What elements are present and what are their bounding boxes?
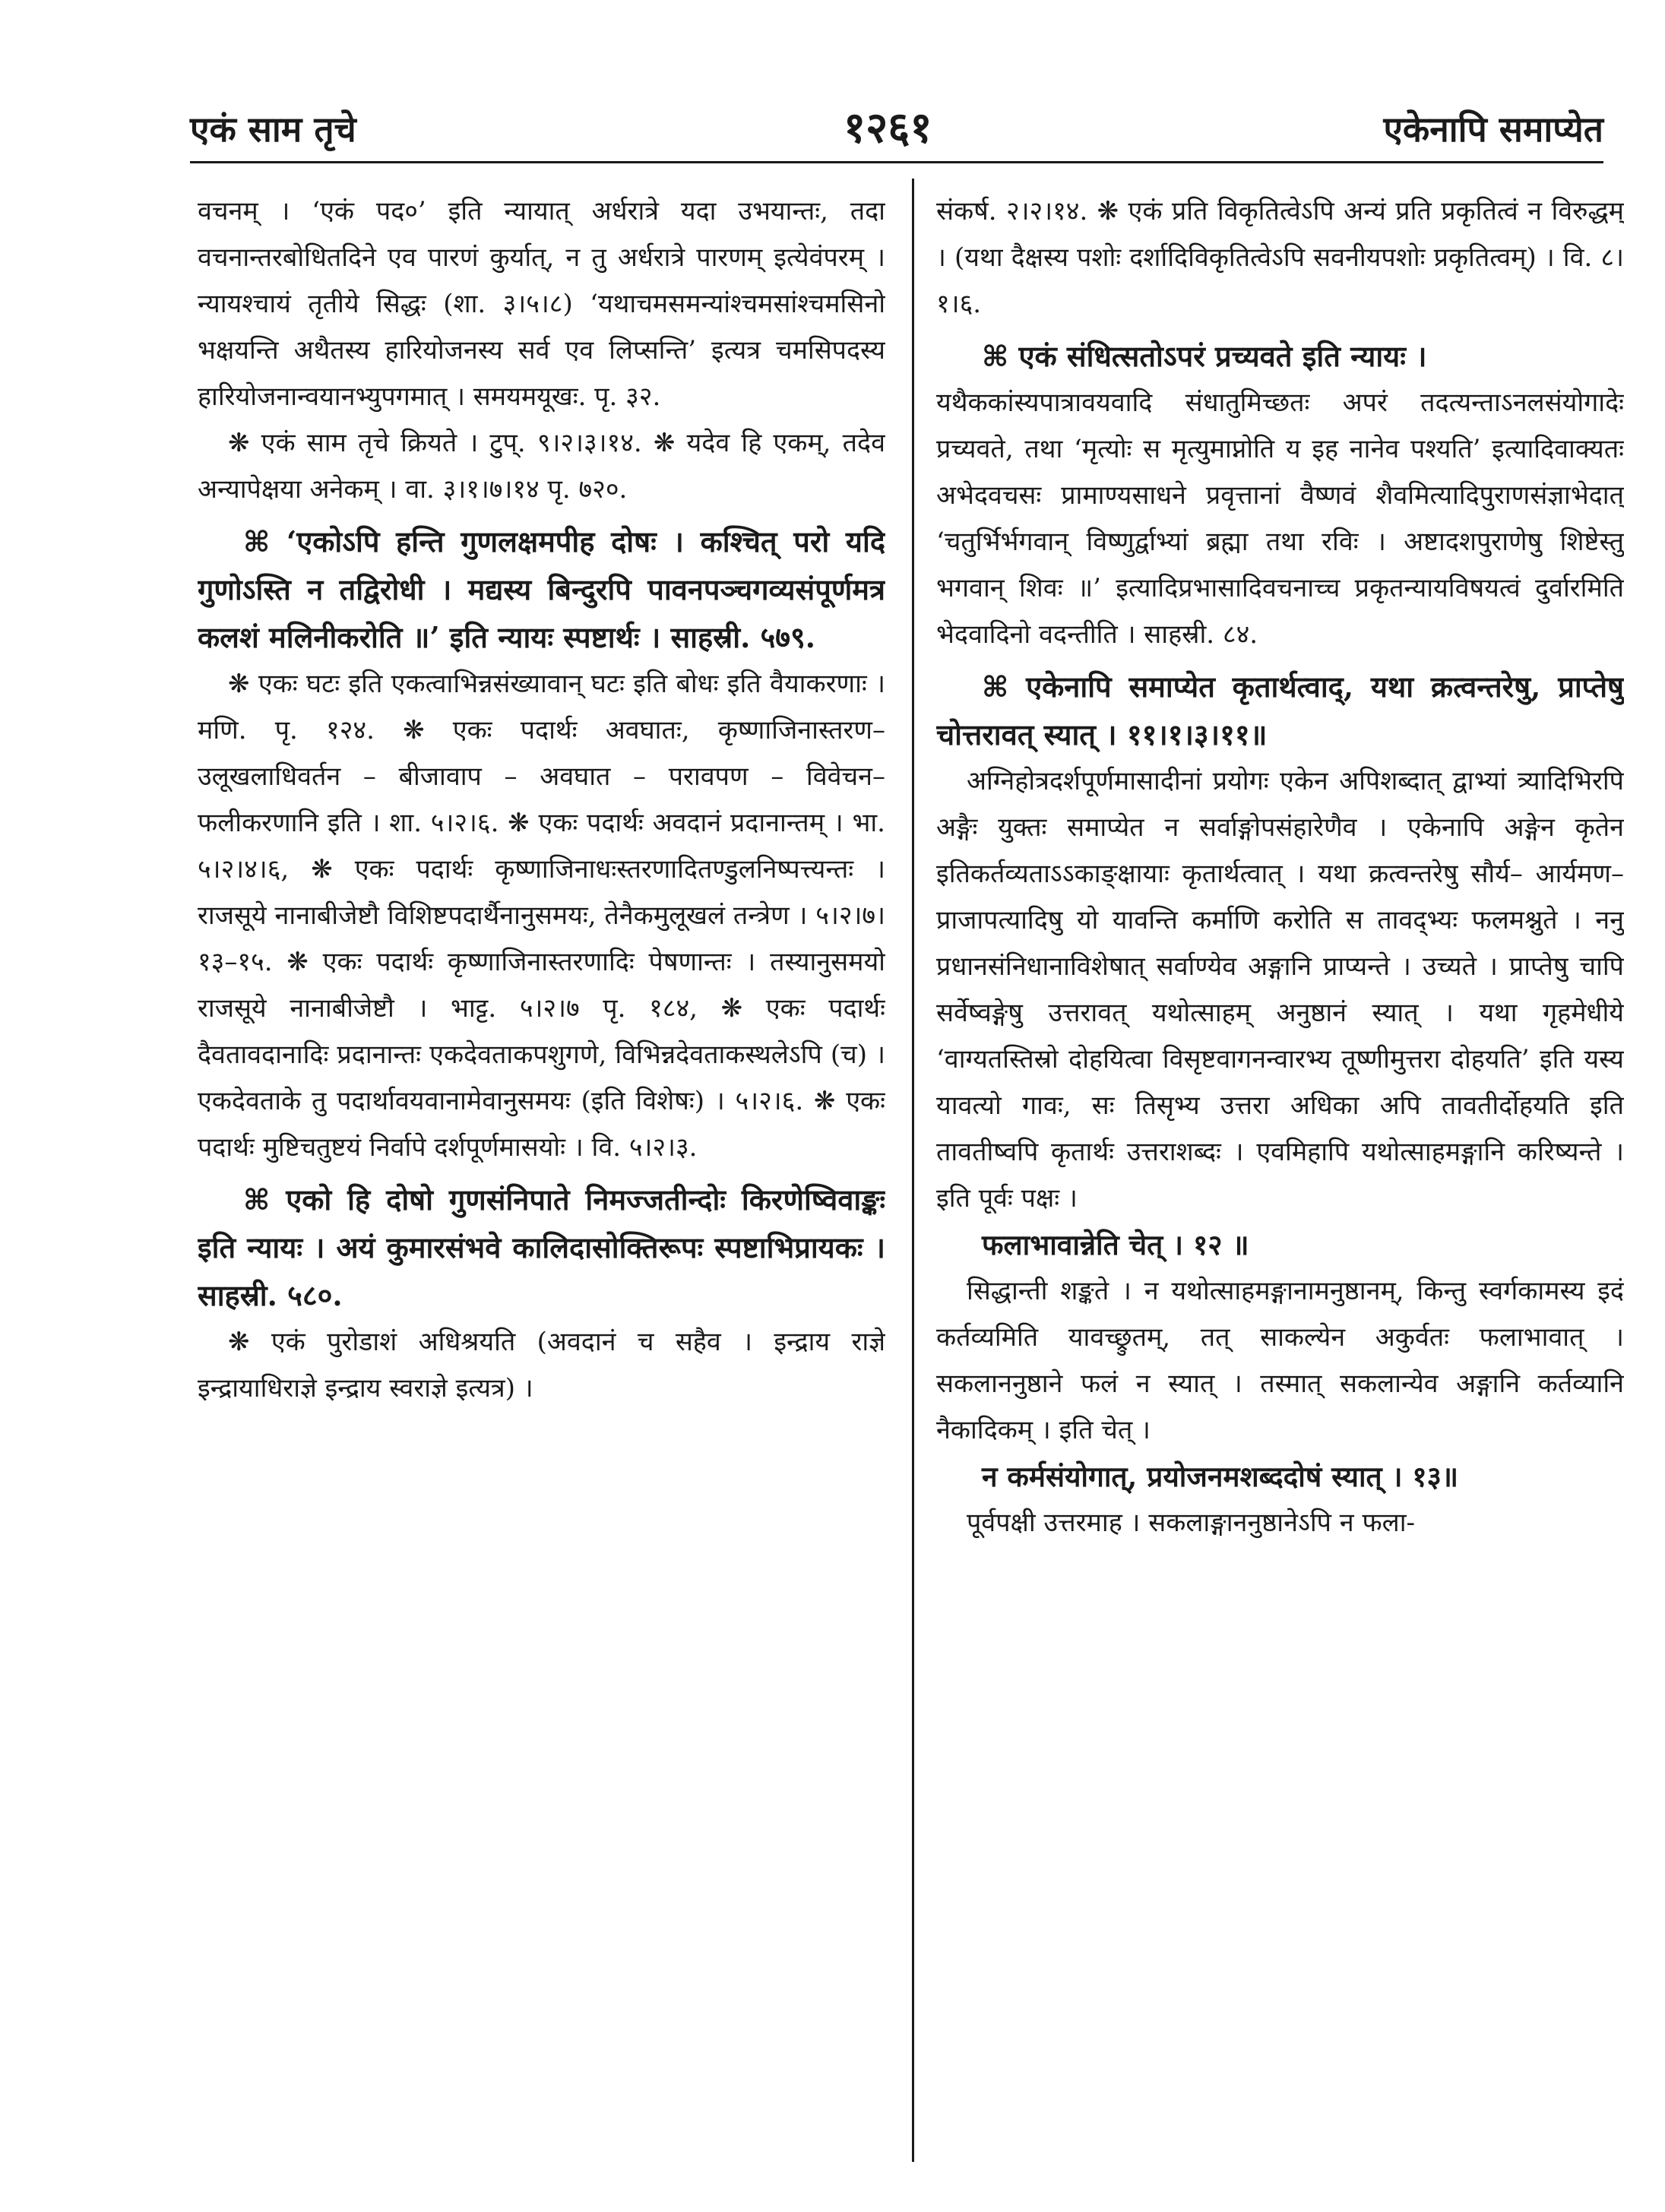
maxim-entry: ⌘ एकं संधित्सतोऽपरं प्रच्यवते इति न्यायः ।	[982, 339, 1427, 373]
right-column	[936, 188, 1624, 2164]
sutra-entry: ⌘ एकेनापि समाप्येत कृतार्थत्वाद्, यथा क्रत्वन्तरेषु, प्राप्तेषु चोत्तरावत् स्यात् । ११।१।३।११॥	[936, 669, 1624, 752]
paragraph: ❋ एकं पुरोडाशं अधिश्रयति (अवदानं च सहैव । इन्द्राय राज्ञे इन्द्रायाधिराज्ञे इन्द्राय स्वराज्ञे इत्यत्र) ।	[198, 1327, 885, 1403]
paragraph: वचनम् । ‘एकं पद०’ इति न्यायात् अर्धरात्रे यदा उभयान्तः, तदा वचनान्तरबोधितदिने एव पारणं कुर्यात्, न तु अर्धरात्रे पारणम् इत्येवंपरम् । न्यायश्चायं तृतीये सिद्धः (शा. ३।५।८) ‘यथाचमसमन्यांश्चमसांश्चमसिनो भक्षयन्ति अथैतस्य हारियोजनस्य सर्व एव लिप्सन्ति’ इत्यत्र चमसिपदस्य हारियोजनान्वयानभ्युपगमात् । समयमयूखः. पृ. ३२.	[198, 196, 885, 412]
paragraph: अग्निहोत्रदर्शपूर्णमासादीनां प्रयोगः एकेन अपिशब्दात् द्वाभ्यां त्र्यादिभिरपि अङ्गैः युक्तः समाप्येत न सर्वाङ्गोपसंहारेणैव । एकेनापि अङ्गेन कृतेन इतिकर्तव्यताऽऽकाङ्क्षायाः कृतार्थत्वात् । यथा क्रत्वन्तरेषु सौर्य– आर्यमण–प्राजापत्यादिषु यो यावन्ति कर्माणि करोति स तावद्भ्यः फलमश्नुते । ननु प्रधानसंनिधानाविशेषात् सर्वाण्येव अङ्गानि प्राप्यन्ते । उच्यते । प्राप्तेषु चापि सर्वेष्वङ्गेषु उत्तरावत् यथोत्साहम् अनुष्ठानं स्यात् । यथा गृहमेधीये ‘वाग्यतस्तिस्रो दोहयित्वा विसृष्टवागनन्वारभ्य तूष्णीमुत्तरा दोहयति’ इति यस्य यावत्यो गावः, सः तिसृभ्य उत्तरा अधिका अपि तावतीर्दोहयति इति तावतीष्वपि कृतार्थः उत्तराशब्दः । एवमिहापि यथोत्साहमङ्गानि करिष्यन्ते । इति पूर्वः पक्षः ।	[936, 766, 1624, 1214]
header-rule	[190, 161, 1603, 163]
paragraph: पूर्वपक्षी उत्तरमाह । सकलाङ्गाननुष्ठानेऽपि न फला-	[967, 1508, 1416, 1538]
paragraph: यथैककांस्यपात्रावयवादि संधातुमिच्छतः अपरं तदत्यन्ताऽनलसंयोगादेः प्रच्यवते, तथा ‘मृत्योः स मृत्युमाप्नोति य इह नानेव पश्यति’ इत्यादिवाक्यतः अभेदवचसः प्रामाण्यसाधने प्रवृत्तानां वैष्णवं शैवमित्यादिपुराणसंज्ञाभेदात् ‘चतुर्भिर्भगवान् विष्णुर्द्वाभ्यां ब्रह्मा तथा रविः । अष्टादशपुराणेषु शिष्टेस्तु भगवान् शिवः ॥’ इत्यादिप्रभासादिवचनाच्च प्रकृतन्यायविषयत्वं दुर्वारमिति भेदवादिनो वदन्तीति । साहस्री. ८४.	[936, 388, 1624, 650]
running-head-left: एकं साम तृचे	[190, 109, 356, 150]
paragraph: संकर्ष. २।२।१४. ❋ एकं प्रति विकृतित्वेऽपि अन्यं प्रति प्रकृतित्वं न विरुद्धम् । (यथा दैक्षस्य पशोः दर्शादिविकृतित्वेऽपि सवनीयपशोः प्रकृतित्वम्) । वि. ८।१।६.	[936, 196, 1624, 319]
paragraph: ❋ एकः घटः इति एकत्वाभिन्नसंख्यावान् घटः इति बोधः इति वैयाकरणाः । मणि. पृ. १२४. ❋ एकः पदार्थः अवघातः, कृष्णाजिनास्तरण– उलूखलाधिवर्तन – बीजावाप – अवघात – परावपण – विवेचन– फलीकरणानि इति । शा. ५।२।६. ❋ एकः पदार्थः अवदानं प्रदानान्तम् । भा. ५।२।४।६, ❋ एकः पदार्थः कृष्णाजिनाधःस्तरणादितण्डुलनिष्पत्त्यन्तः । राजसूये नानाबीजेष्टौ विशिष्टपदार्थैनानुसमयः, तेनैकमुलूखलं तन्त्रेण । ५।२।७।१३–१५. ❋ एकः पदार्थः कृष्णाजिनास्तरणादिः पेषणान्तः । तस्यानुसमयो राजसूये नानाबीजेष्टौ । भाट्ट. ५।२।७ पृ. १८४, ❋ एकः पदार्थः दैवतावदानादिः प्रदानान्तः एकदेवताकपशुगणे, विभिन्नदेवताकस्थलेऽपि (च) । एकदेवताके तु पदार्थावयवानामेवानुसमयः (इति विशेषः) । ५।२।६. ❋ एकः पदार्थः मुष्टिचतुष्टयं निर्वापे दर्शपूर्णमासयोः । वि. ५।२।३.	[198, 669, 885, 1163]
maxim-entry: ⌘ ‘एकोऽपि हन्ति गुणलक्षमपीह दोषः । कश्चित् परो यदि गुणोऽस्ति न तद्विरोधी । मद्यस्य बिन्दुरपि पावनपञ्चगव्यसंपूर्णमत्र कलशं मलिनीकरोति ॥’ इति न्यायः स्पष्टार्थः । साहस्री. ५७९.	[198, 524, 885, 654]
sutra-heading: फलाभावान्नेति चेत् । १२ ॥	[982, 1228, 1249, 1261]
sutra-heading: न कर्मसंयोगात्, प्रयोजनमशब्ददोषं स्यात् । १३॥	[982, 1460, 1459, 1493]
left-column	[198, 188, 885, 2164]
page-number: १२६१	[844, 103, 932, 153]
maxim-entry: ⌘ एको हि दोषो गुणसंनिपाते निमज्जतीन्दोः किरणेष्विवाङ्कः इति न्यायः । अयं कुमारसंभवे कालिदासोक्तिरूपः स्पष्टाभिप्रायकः । साहस्री. ५८०.	[198, 1182, 885, 1312]
page-header	[190, 91, 1603, 152]
paragraph: सिद्धान्ती शङ्कते । न यथोत्साहमङ्गानामनुष्ठानम्, किन्तु स्वर्गकामस्य इदं कर्तव्यमिति यावच्छ्रुतम्, तत् साकल्येन अकुर्वतः फलाभावात् । सकलाननुष्ठाने फलं न स्यात् । तस्मात् सकलान्येव अङ्गानि कर्तव्यानि नैकादिकम् । इति चेत् ।	[936, 1276, 1624, 1445]
column-divider	[912, 179, 914, 2162]
paragraph: ❋ एकं साम तृचे क्रियते । टुप्. ९।२।३।१४. ❋ यदेव हि एकम्, तदेव अन्यापेक्षया अनेकम् । वा. ३।१।७।१४ पृ. ७२०.	[198, 428, 885, 505]
running-head-right: एकेनापि समाप्येत	[1383, 109, 1603, 150]
